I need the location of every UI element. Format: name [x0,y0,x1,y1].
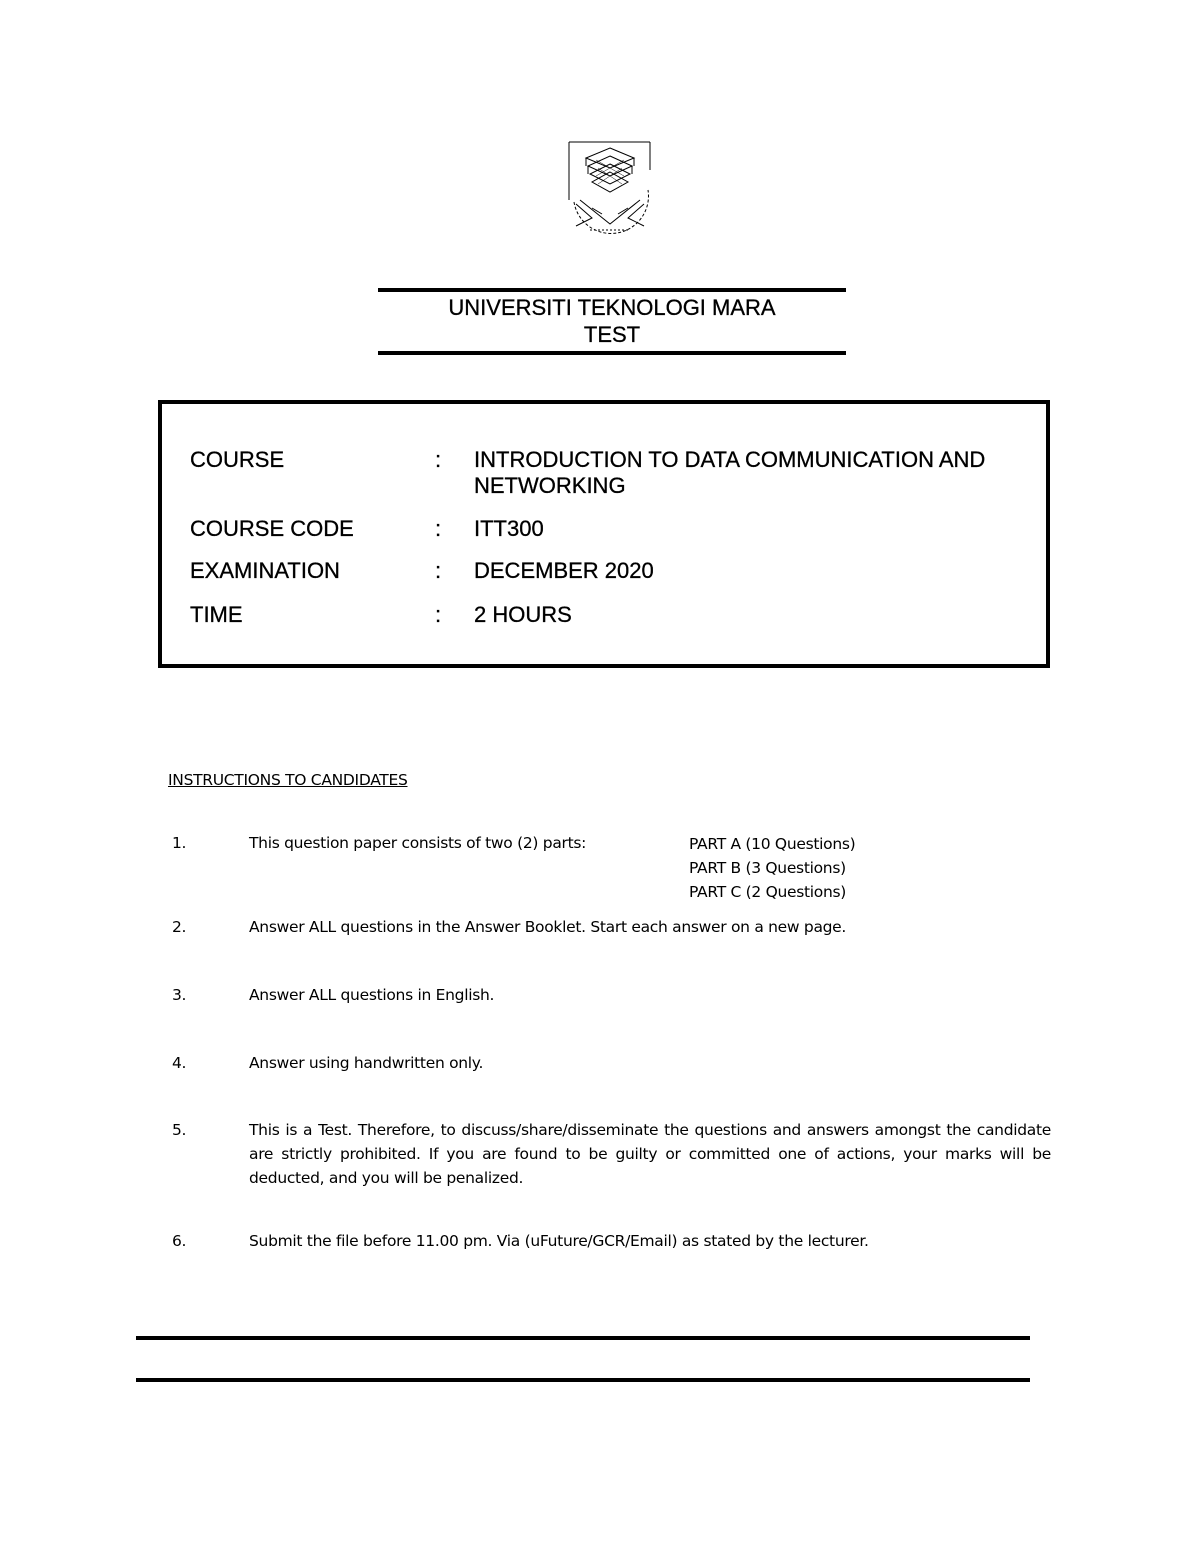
course-info-box [158,400,1050,668]
course-code-label: COURSE CODE [190,516,354,541]
document-type: TEST [583,322,641,347]
instruction-number: 5. [172,1121,187,1139]
part-item: PART B (3 Questions) [689,859,846,877]
instruction-text: Answer using handwritten only. [249,1054,484,1072]
separator: : [435,447,442,472]
title-top-rule [378,288,846,292]
examination-label: EXAMINATION [190,558,340,583]
examination-value: DECEMBER 2020 [474,558,654,583]
instruction-number: 2. [172,918,187,936]
university-name: UNIVERSITI TEKNOLOGI MARA [448,295,776,320]
instruction-text: This is a Test. Therefore, to discuss/share/disseminate the questions and answers amongst the candidate are strictly prohibited. If you are found to be guilty or committed one of actions, your marks will be deducted, and you will be penalized. [249,1121,1051,1187]
footer-bottom-rule [136,1378,1030,1382]
part-list [689,832,855,904]
course-code-value: ITT300 [474,516,544,541]
time-label: TIME [190,602,243,627]
separator: : [435,516,442,541]
instruction-number: 4. [172,1054,187,1072]
time-value: 2 HOURS [474,602,572,627]
instruction-number: 6. [172,1232,187,1250]
instruction-text: Answer ALL questions in English. [249,986,495,1004]
title-bottom-rule [378,351,846,355]
part-item: PART C (2 Questions) [689,883,847,901]
instructions-heading: INSTRUCTIONS TO CANDIDATES [168,771,408,789]
course-value: INTRODUCTION TO DATA COMMUNICATION AND NETWORKING [474,447,986,498]
footer-top-rule [136,1336,1030,1340]
separator: : [435,602,442,627]
instruction-text: This question paper consists of two (2) parts: [249,834,587,852]
instruction-text: Answer ALL questions in the Answer Booklet. Start each answer on a new page. [249,918,847,936]
course-label: COURSE [190,447,285,472]
instruction-text: Submit the file before 11.00 pm. Via (uFuture/GCR/Email) as stated by the lecturer. [249,1232,869,1250]
instruction-number: 1. [172,834,187,852]
instruction-number: 3. [172,986,187,1004]
university-crest-icon [566,140,654,244]
part-item: PART A (10 Questions) [689,835,856,853]
separator: : [435,558,442,583]
